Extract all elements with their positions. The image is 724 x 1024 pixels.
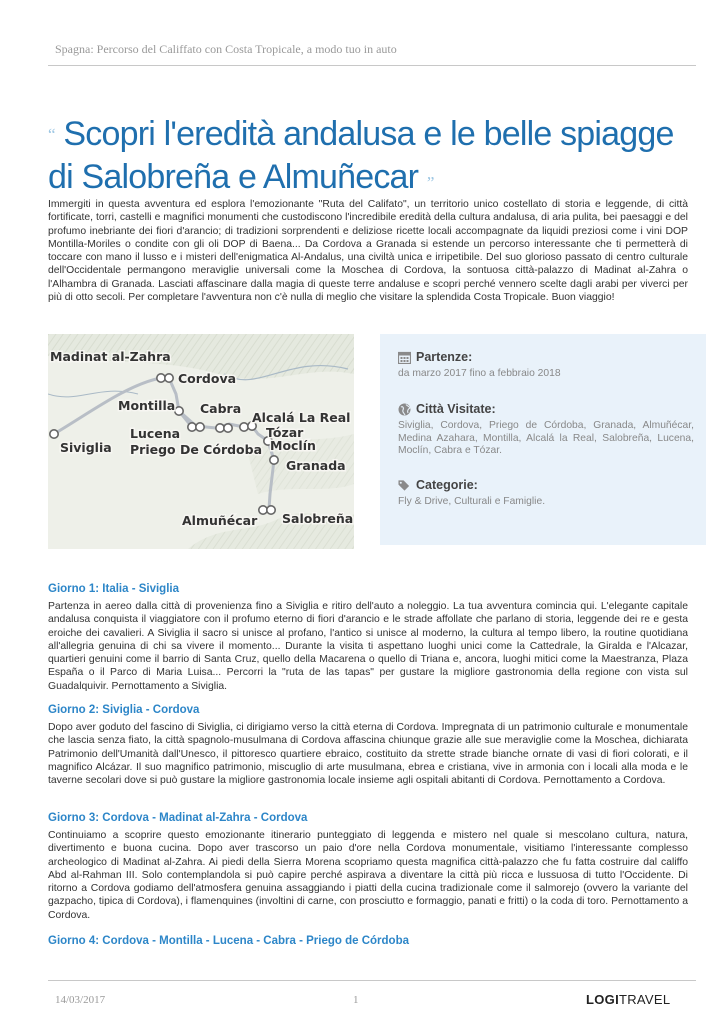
tags-icon bbox=[398, 479, 411, 492]
stop-salobrena bbox=[267, 506, 275, 514]
map-label-lucena: Lucena bbox=[130, 426, 181, 441]
map-label-tozar: Tózar bbox=[266, 425, 304, 440]
stop-alcala bbox=[240, 423, 248, 431]
day-3-title: Giorno 3: Cordova - Madinat al-Zahra - Cordova bbox=[48, 812, 308, 824]
stop-siviglia bbox=[50, 430, 58, 438]
stop-montilla bbox=[175, 407, 183, 415]
page-title bbox=[48, 113, 708, 204]
route-map-svg bbox=[48, 334, 354, 549]
day-1-title: Giorno 1: Italia - Siviglia bbox=[48, 583, 179, 595]
map-label-cordova: Cordova bbox=[178, 371, 237, 386]
map-label-granada: Granada bbox=[286, 458, 346, 473]
day-3-text: Continuiamo a scoprire questo emozionante itinerario punteggiato di leggenda e mistero nel quale si mescolano cultura, natura, divertimento e buona cucina. Dopo aver trascorso un paio d'ore nella Cordova monumentale, visitiamo l'interessante complesso archeologico di Madinat al-Zahra. Ai piedi della Sierra Morena scopriamo questa magnifica città-palazzo che fu fatta costruire dal califfo Abd al-Rahman III. Solo contemplandola si può capire perché aspirava a diventare la città più ricca e lussuosa di tutto l'Occidente. Di ritorno a Cordova godiamo dell'atmosfera genuina assaggiando i piatti della cucina tradizionale come il salmorejo (ovvero la variante del gazpacho, tipica di Cordova), i flamenquines (involtini di carne, con prosciutto e formaggio, panati e fritti) o la coda di toro. Pernottamento a Cordova. bbox=[48, 830, 688, 921]
close-quote-icon: ” bbox=[426, 173, 434, 192]
stop-cabra bbox=[196, 423, 204, 431]
map-label-alcala: Alcalá La Real bbox=[252, 410, 351, 425]
info-partenze-text: da marzo 2017 fino a febbraio 2018 bbox=[398, 368, 561, 379]
title-line-2: di Salobreña e Almuñecar bbox=[48, 158, 419, 196]
info-categorie bbox=[398, 478, 698, 509]
stop-cordova-a bbox=[157, 374, 165, 382]
day-4-title: Giorno 4: Cordova - Montilla - Lucena - Cabra - Priego de Córdoba bbox=[48, 935, 409, 947]
info-citta bbox=[398, 402, 698, 458]
trip-info-box bbox=[380, 334, 706, 545]
info-categorie-title: Categorie: bbox=[416, 478, 478, 492]
globe-icon bbox=[398, 403, 411, 416]
intro-paragraph: Immergiti in questa avventura ed esplora l'emozionante "Ruta del Califato", un territorio unico costellato di storia e leggende, di città fortificate, torri, castelli e magnifici monumenti che custodiscono l'incredibile eredità della cultura andalusa, di aria pulita, bei paesaggi e del profumo inebriante dei fiori d'arancio; di tradizioni sorprendenti e deliziose ricette locali accompagnate da liquidi preziosi come i vini DOP Montilla-Moriles o condite con gli oli DOP di Baena... Da Cordova a Granada si estende un percorso interessante che ti permetterà di toccare con mano il lusso e i misteri dell'enigmatica Al-Andalus, una civiltà unica e irripetibile. Del suo glorioso passato di centro culturale dell'Occidentale permangono meraviglie universali come la Moschea di Cordova, la sontuosa città-palazzo di Madinat al-Zahra o l'Alhambra di Granada. Lasciati affascinare dalla magia di queste terre andaluse e scopri perché vennero scelte dagli arabi per viverci per più di otto secoli. Per completare l'avventura non c'è nulla di meglio che visitare la splendida Costa Tropicale. Buon viaggio! bbox=[48, 199, 688, 304]
map-label-salobrena: Salobreña bbox=[282, 511, 354, 526]
info-partenze-heading bbox=[398, 350, 698, 364]
map-label-montilla: Montilla bbox=[118, 398, 176, 413]
header-divider bbox=[48, 65, 696, 66]
day-2-title: Giorno 2: Siviglia - Cordova bbox=[48, 704, 200, 716]
info-citta-heading bbox=[398, 402, 698, 416]
day-1-text: Partenza in aereo dalla città di provenienza fino a Siviglia e ritiro dell'auto a noleggio. La tua avventura comincia qui. L'elegante capitale andalusa conquista il viaggiatore con il profumo eterno di fiori d'arancio e le strade affollate che parlano di storia, leggende dei re e gesta eroiche dei cavalieri. A Siviglia il sacro si unisce al profano, l'antico si unisce al moderno, la cultura al tempo libero, la routine quotidiana all'allegria genuina di chi sa vivere il momento... Durante la visita ti aspettano luoghi unici come la Cattedrale, la Giralda e l'Alcazar, quartieri genuini come il barrio di Santa Cruz, quello della Macarena o quello di Triana e, ancora, luoghi mitici come la Maestranza, Plaza España o il Parco di Maria Luisa... Percorri la "ruta de las tapas" per gustare la migliore gastronomia della regione con vista sul Guadalquivir. Pernottamento a Siviglia. bbox=[48, 601, 688, 692]
stop-priego-a bbox=[216, 424, 224, 432]
map-label-cabra: Cabra bbox=[200, 401, 242, 416]
info-partenze bbox=[398, 350, 698, 381]
stop-lucena bbox=[188, 423, 196, 431]
route-map bbox=[48, 334, 354, 549]
map-label-siviglia: Siviglia bbox=[60, 440, 112, 455]
open-quote-icon: “ bbox=[48, 125, 55, 144]
map-label-priego: Priego De Córdoba bbox=[130, 442, 263, 457]
stop-almunecar bbox=[259, 506, 267, 514]
info-citta-text: Siviglia, Cordova, Priego de Córdoba, Granada, Almuñécar, Medina Azahara, Montilla, Alcalá la Real, Salobreña, Lucena, Moclín, Cabra e Tózar. bbox=[398, 420, 694, 457]
document-header: Spagna: Percorso del Califfato con Costa Tropicale, a modo tuo in auto bbox=[55, 42, 397, 56]
stop-priego-b bbox=[224, 424, 232, 432]
footer-divider bbox=[48, 980, 696, 981]
logo-bold-part: LOGI bbox=[586, 992, 619, 1007]
title-line-1: Scopri l'eredità andalusa e le belle spiagge bbox=[63, 115, 674, 153]
info-categorie-heading bbox=[398, 478, 698, 492]
stop-cordova-b bbox=[165, 374, 173, 382]
day-2-text: Dopo aver goduto del fascino di Siviglia, ci dirigiamo verso la città eterna di Cordova. Impregnata di un patrimonio culturale e monumentale che lascia senza fiato, la città spagnolo-musulmana di Cordova affascina chiunque grazie alle sue meraviglie come la Moschea, dichiarata Patrimonio dell'Umanità dall'Unesco, il pittoresco quartiere ebraico, costituito da strette strade bianche ornate di vasi di fiori colorati, e il magnifico Alcázar. Il suo magnifico patrimonio, miscuglio di arte musulmana, ebrea e cristiana, vive in armonia con i locali alla moda e le taverne secolari dove si può gustare la migliore gastronomia locale insieme agli ospitali abitanti di Cordova. Pernottamento a Cordova. bbox=[48, 722, 688, 787]
map-label-madinat: Madinat al-Zahra bbox=[50, 349, 171, 364]
footer-date: 14/03/2017 bbox=[55, 994, 106, 1006]
page-number: 1 bbox=[353, 994, 359, 1006]
info-categorie-text: Fly & Drive, Culturali e Famiglie. bbox=[398, 496, 546, 507]
map-label-almunecar: Almuñécar bbox=[182, 513, 258, 528]
info-partenze-title: Partenze: bbox=[416, 350, 473, 364]
info-citta-title: Città Visitate: bbox=[416, 402, 496, 416]
logo-light-part: TRAVEL bbox=[618, 992, 671, 1007]
map-label-moclin: Moclín bbox=[270, 438, 316, 453]
calendar-icon bbox=[398, 351, 411, 364]
logitravel-logo bbox=[586, 992, 670, 1007]
stop-granada bbox=[270, 456, 278, 464]
